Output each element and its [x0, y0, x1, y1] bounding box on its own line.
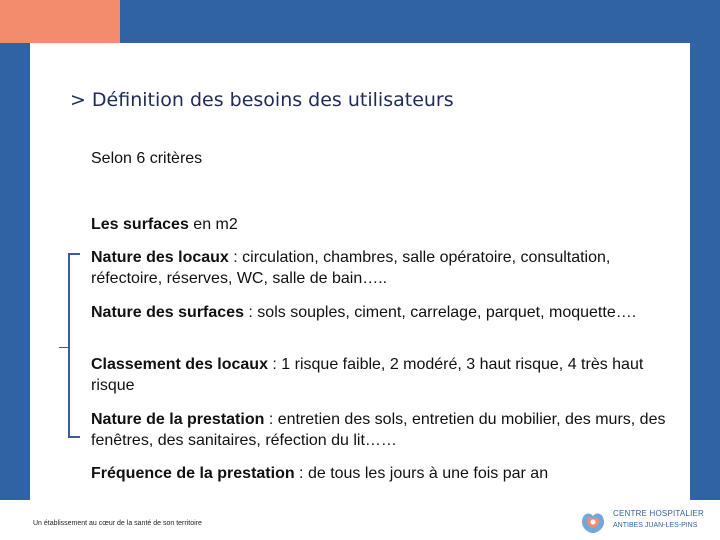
hospital-logo-icon [578, 508, 608, 536]
criterion-item-frequence [91, 463, 683, 484]
bracket-connector [59, 347, 69, 348]
right-frame-band [690, 0, 720, 500]
criterion-label: Nature de la prestation [91, 411, 265, 428]
slide-subtitle: Selon 6 critères [91, 150, 203, 167]
criterion-label: Nature des surfaces [91, 304, 244, 321]
criterion-text: : entretien des sols, entretien du mobilier, des murs, des fenêtres, des sanitaires, réfection du lit…… [91, 411, 666, 449]
slide-title [70, 89, 454, 111]
orange-corner-accent [0, 0, 120, 43]
criterion-item-prestation [91, 409, 683, 451]
logo-text-line1: CENTRE HOSPITALIER [613, 509, 705, 518]
criterion-item-classement [91, 354, 683, 396]
title-chevron-icon: > [70, 89, 86, 111]
criterion-text: en m2 [188, 216, 238, 233]
criterion-item-nature-locaux [91, 247, 683, 289]
grouping-bracket [68, 253, 80, 438]
criterion-label: Classement des locaux [91, 356, 268, 373]
left-frame-band [0, 0, 30, 500]
slide-title-text: Définition des besoins des utilisateurs [91, 89, 454, 111]
criterion-text: : sols souples, ciment, carrelage, parquet, moquette…. [243, 304, 637, 321]
criterion-text: : de tous les jours à une fois par an [294, 465, 549, 482]
criterion-label: Nature des locaux [91, 249, 229, 266]
footer-tagline: Un établissement au cœur de la santé de son territoire [33, 520, 202, 527]
criterion-label: Les surfaces [91, 216, 189, 233]
hospital-logo [578, 506, 706, 538]
criterion-item-nature-surfaces [91, 302, 683, 323]
criterion-item-surfaces [91, 214, 683, 235]
criterion-text: : circulation, chambres, salle opératoire, consultation, réfectoire, réserves, WC, salle de bain….. [91, 249, 611, 287]
criterion-label: Fréquence de la prestation [91, 465, 295, 482]
criterion-text: : 1 risque faible, 2 modéré, 3 haut risque, 4 très haut risque [91, 356, 644, 394]
logo-text-line2: ANTIBES JUAN-LES-PINS [613, 522, 698, 529]
